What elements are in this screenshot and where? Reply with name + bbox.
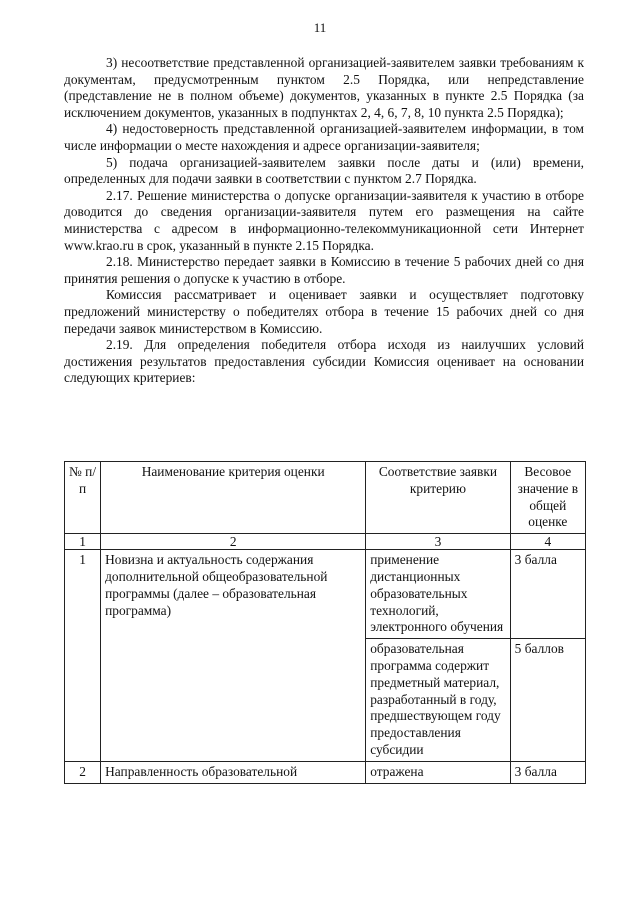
criterion-name: Направленность образовательной <box>101 761 366 783</box>
criterion-match: применение дистанционных образовательных технологий, электронного обучения <box>366 550 510 639</box>
header-weight: Весовое значение в общей оценке <box>510 462 585 534</box>
criterion-match: образовательная программа содержит предметный материал, разработанный в году, предшествующем году предоставления субсидии <box>366 639 510 762</box>
paragraph-item-5: 5) подача организацией-заявителем заявки после даты и (или) времени, определенных для подачи заявки в соответствии с пунктом 2.7 Порядка. <box>64 154 584 187</box>
column-number: 4 <box>510 534 585 550</box>
criterion-match: отражена <box>366 761 510 783</box>
header-match: Соответствие заявки критерию <box>366 462 510 534</box>
paragraph-2-18: 2.18. Министерство передает заявки в Комиссию в течение 5 рабочих дней со дня принятия решения о допуске к участию в отборе. <box>64 254 584 286</box>
column-number: 2 <box>101 534 366 550</box>
criteria-table <box>64 461 586 784</box>
column-number: 3 <box>366 534 510 550</box>
paragraph-item-3: 3) несоответствие представленной организацией-заявителем заявки требованиям к документам, предусмотренным пунктом 2.5 Порядка, или непредставление (представление не в полном объеме) документов, указанных в пункте 2.5 Порядка (за исключением документов, указанных в подпунктах 2, 4, 6, 7, 8, 10 пункта 2.5 Порядка); <box>64 55 584 120</box>
column-number: 1 <box>65 534 101 550</box>
header-name: Наименование критерия оценки <box>101 462 366 534</box>
paragraph-item-4: 4) недостоверность представленной организацией-заявителем информации, в том числе информации о месте нахождения и адресе организации-заявителя; <box>64 121 584 153</box>
criterion-weight: 3 балла <box>510 761 585 783</box>
row-num: 2 <box>65 761 101 783</box>
column-number-row <box>65 534 586 550</box>
criterion-name: Новизна и актуальность содержания дополнительной общеобразовательной программы (далее – образовательная программа) <box>101 550 366 762</box>
row-num: 1 <box>65 550 101 762</box>
paragraph-commission: Комиссия рассматривает и оценивает заявки и осуществляет подготовку предложений министерству о победителях отбора в течение 15 рабочих дней со дня передачи заявок министерством в Комиссию. <box>64 287 584 336</box>
table-row <box>65 761 586 783</box>
header-num: № п/п <box>65 462 101 534</box>
body-text <box>64 55 584 387</box>
criterion-weight: 5 баллов <box>510 639 585 762</box>
paragraph-2-17: 2.17. Решение министерства о допуске организации-заявителя к участию в отборе доводится до сведения организации-заявителя путем его размещения на сайте министерства с адресом в информационно-телекоммуникационной сети Интернет www.krao.ru в срок, указанный в пункте 2.15 Порядка. <box>64 187 584 253</box>
table-row <box>65 550 586 639</box>
table-header-row <box>65 462 586 534</box>
page-number: 11 <box>313 20 327 35</box>
criterion-weight: 3 балла <box>510 550 585 639</box>
paragraph-2-19: 2.19. Для определения победителя отбора исходя из наилучших условий достижения результатов предоставления субсидии Комиссия оценивает на основании следующих критериев: <box>64 337 584 386</box>
